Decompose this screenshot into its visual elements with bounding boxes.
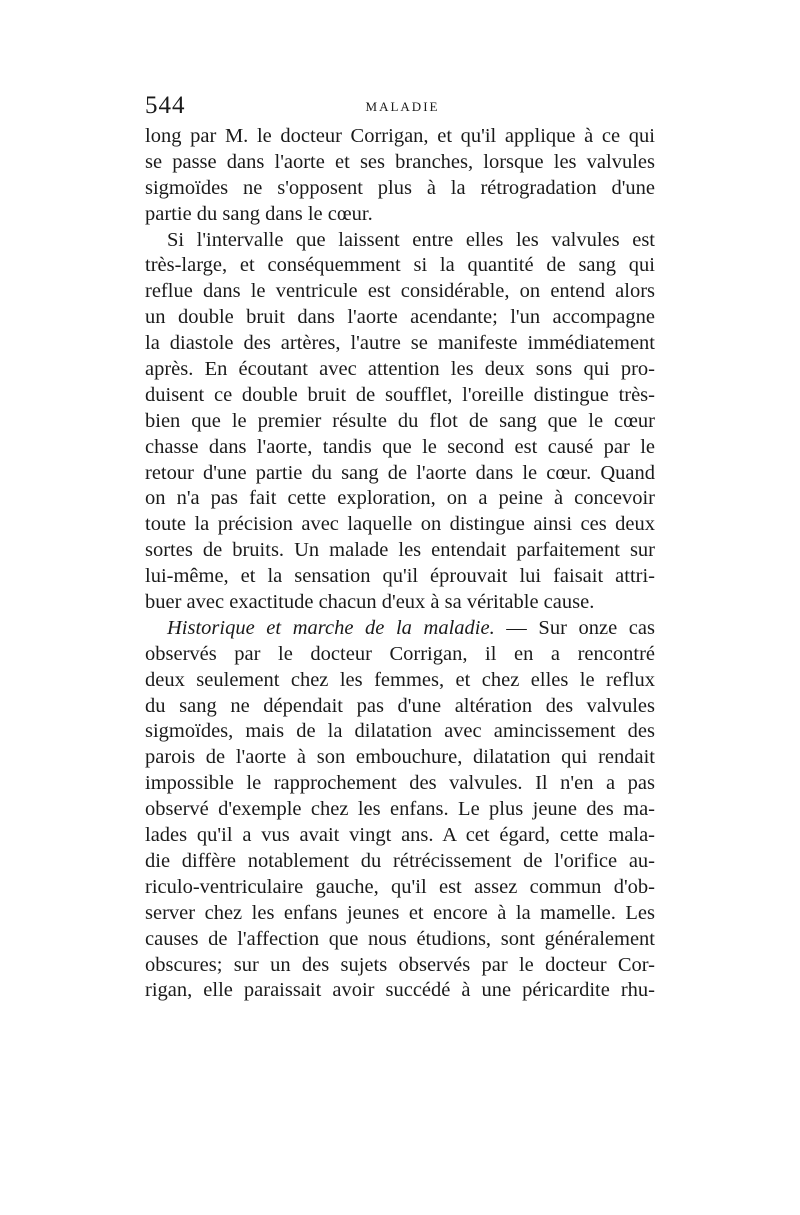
text-line: sigmoïdes ne s'opposent plus à la rétrogradation d'une — [145, 176, 655, 199]
text-line: parois de l'aorte à son embouchure, dilatation qui rendait — [145, 746, 655, 769]
text-line: on n'a pas fait cette exploration, on a peine à concevoir — [145, 487, 655, 510]
text-line: lades qu'il a vus avait vingt ans. A cet égard, cette mala- — [145, 824, 655, 847]
text-line: se passe dans l'aorte et ses branches, lorsque les valvules — [145, 150, 655, 173]
text-line: causes de l'affection que nous étudions, sont généralement — [145, 927, 655, 950]
text-line: retour d'une partie du sang de l'aorte dans le cœur. Quand — [145, 461, 655, 484]
text-line: riculo-ventriculaire gauche, qu'il est assez commun d'ob- — [145, 875, 655, 898]
text-line: deux seulement chez les femmes, et chez elles le reflux — [145, 668, 655, 691]
text-line: sortes de bruits. Un malade les entendait parfaitement sur — [145, 539, 655, 562]
page-header — [145, 92, 660, 122]
text-line: server chez les enfans jeunes et encore à la mamelle. Les — [145, 901, 655, 924]
text-line: après. En écoutant avec attention les deux sons qui pro- — [145, 358, 655, 381]
text-line: sigmoïdes, mais de la dilatation avec amincissement des — [145, 720, 655, 743]
text-line: buer avec exactitude chacun d'eux à sa véritable cause. — [145, 591, 595, 614]
text-line: impossible le rapprochement des valvules. Il n'en a pas — [145, 772, 655, 795]
text-line: chasse dans l'aorte, tandis que le second est causé par le — [145, 435, 655, 458]
text-line: un double bruit dans l'aorte acendante; l'un accompagne — [145, 306, 655, 329]
text-line: duisent ce double bruit de soufflet, l'oreille distingue très- — [145, 383, 655, 406]
text-line: reflue dans le ventricule est considérable, on entend alors — [145, 280, 655, 303]
text-line: obscures; sur un des sujets observés par le docteur Cor- — [145, 953, 655, 976]
text-line: partie du sang dans le cœur. — [145, 202, 373, 225]
text-line: rigan, elle paraissait avoir succédé à une péricardite rhu- — [145, 979, 655, 1002]
text-line: toute la précision avec laquelle on distingue ainsi ces deux — [145, 513, 655, 536]
text-line: long par M. le docteur Corrigan, et qu'il applique à ce qui — [145, 125, 655, 147]
text-line: Si l'intervalle que laissent entre elles les valvules est — [167, 228, 655, 251]
running-head: MALADIE — [365, 99, 440, 114]
body-text — [145, 124, 655, 1004]
text-line: observés par le docteur Corrigan, il en a rencontré — [145, 642, 655, 665]
text-line: très-large, et conséquemment si la quantité de sang qui — [145, 254, 655, 277]
text-line: bien que le premier résulte du flot de sang que le cœur — [145, 409, 655, 432]
text-segment: — Sur onze cas — [494, 616, 655, 639]
section-heading-line — [145, 616, 655, 642]
section-heading: Historique et marche de la maladie. — [167, 616, 495, 639]
text-line: la diastole des artères, l'autre se manifeste immédiatement — [145, 332, 655, 355]
text-line: die diffère notablement du rétrécissement de l'orifice au- — [145, 849, 655, 872]
text-line: lui-même, et la sensation qu'il éprouvait lui faisait attri- — [145, 565, 655, 588]
page-number: 544 — [145, 92, 186, 119]
text-line: du sang ne dépendait pas d'une altération des valvules — [145, 694, 655, 717]
text-line: observé d'exemple chez les enfans. Le plus jeune des ma- — [145, 798, 655, 821]
